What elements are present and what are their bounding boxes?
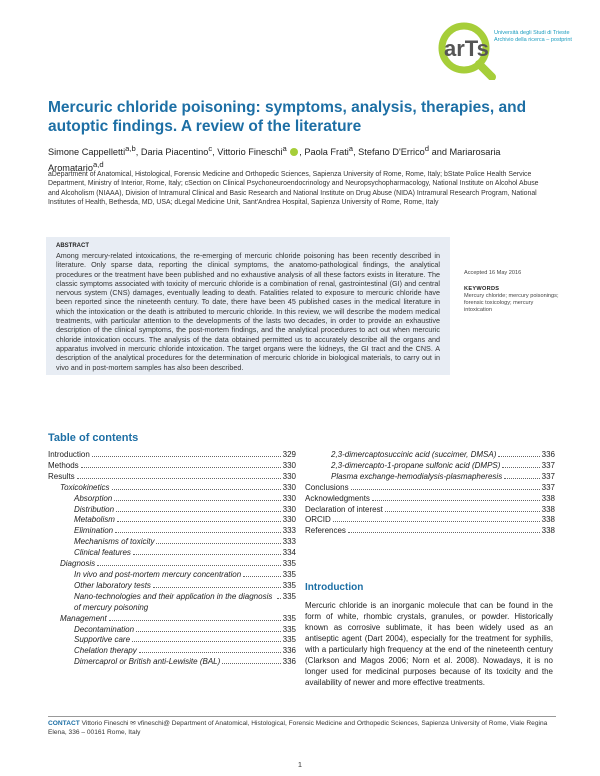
toc-entry[interactable]	[48, 646, 296, 657]
toc-left-column	[48, 450, 296, 668]
toc-leader-dots	[114, 500, 280, 501]
toc-leader-dots	[372, 500, 540, 501]
toc-entry[interactable]	[305, 505, 555, 516]
toc-leader-dots	[115, 532, 281, 533]
toc-entry[interactable]	[48, 657, 296, 668]
toc-leader-dots	[116, 511, 281, 512]
toc-entry-page: 330	[282, 482, 296, 492]
toc-title: Table of contents	[48, 432, 139, 444]
toc-entry-label: Results	[48, 471, 75, 481]
abstract-heading: ABSTRACT	[56, 243, 89, 249]
toc-leader-dots	[222, 663, 280, 664]
toc-entry[interactable]	[48, 581, 296, 592]
contact-label: CONTACT	[48, 720, 80, 727]
toc-entry-page: 335	[282, 580, 296, 590]
toc-leader-dots	[504, 478, 539, 479]
affiliations: aDepartment of Anatomical, Histological, Forensic Medicine and Orthopedic Sciences, Sapienza University of Rome, Rome, Italy; bState Police Health Service Department, Ministry of Interior, Rome, Italy; cSection on Clinical Psychoneuroendocrinology and Neuropsychopharmacology, National Institute on Alcohol Abuse and Alcoholism (NIAAA), Division of Intramural Clinical and Basic Research and National Institute on Drug Abuse (NIDA) Intramural Research Program, National Institutes of Health, Bethesda, MD, USA; dLegal Medicine Unit, Sant'Andrea Hospital, Sapienza University of Rome, Rome, Italy	[48, 171, 539, 207]
toc-entry-label: Acknowledgments	[305, 493, 370, 503]
toc-entry-label: Decontamination	[74, 624, 135, 634]
toc-entry-label: Clinical features	[74, 548, 131, 558]
page-number: 1	[297, 760, 303, 769]
toc-leader-dots	[498, 456, 539, 457]
toc-entry-page: 338	[541, 526, 555, 536]
toc-entry-page: 330	[282, 460, 296, 470]
toc-entry-label: 2,3-dimercapto-1-propane sulfonic acid (DMPS)	[331, 460, 501, 470]
toc-leader-dots	[333, 521, 540, 522]
author-2-affil: c	[208, 144, 213, 153]
toc-entry-page: 335	[282, 635, 296, 645]
toc-entry-page: 338	[541, 493, 555, 503]
toc-entry[interactable]	[305, 472, 555, 483]
toc-entry[interactable]	[48, 515, 296, 526]
toc-entry[interactable]	[48, 526, 296, 537]
toc-entry-page: 336	[282, 657, 296, 667]
toc-entry-label: Absorption	[74, 493, 113, 503]
footer-rule	[48, 716, 556, 717]
author-4-affil: a	[348, 144, 354, 153]
author-5-affil: d	[424, 144, 430, 153]
author-5: , Stefano D'Errico	[353, 147, 425, 158]
toc-entry[interactable]	[48, 559, 296, 570]
toc-leader-dots	[109, 620, 281, 621]
toc-entry-page: 336	[282, 646, 296, 656]
toc-entry-page: 330	[282, 471, 296, 481]
toc-entry-page: 330	[282, 493, 296, 503]
toc-entry[interactable]	[48, 494, 296, 505]
toc-entry-page: 329	[282, 450, 296, 459]
author-4: , Paola Frati	[299, 147, 349, 158]
logo-line-2: Archivio della ricerca – postprint	[494, 37, 572, 43]
toc-entry[interactable]	[48, 461, 296, 472]
author-1-affil: a,b	[125, 144, 136, 153]
toc-entry-label: Mechanisms of toxicity	[74, 537, 155, 547]
toc-entry-page: 335	[282, 591, 296, 601]
author-6-affil: a,d	[92, 159, 104, 169]
toc-leader-dots	[385, 511, 540, 512]
toc-entry[interactable]	[305, 526, 555, 537]
toc-entry-page: 338	[541, 515, 555, 525]
logo-line-1: Università degli Studi di Trieste	[494, 30, 570, 36]
toc-entry[interactable]	[48, 548, 296, 559]
toc-entry[interactable]	[48, 483, 296, 494]
introduction-heading: Introduction	[305, 582, 364, 593]
author-3-affil: a	[282, 144, 287, 153]
article-sidebar	[464, 270, 560, 314]
toc-entry-page: 338	[541, 504, 555, 514]
toc-entry-page: 335	[282, 624, 296, 634]
toc-entry[interactable]	[305, 461, 555, 472]
toc-entry[interactable]	[48, 505, 296, 516]
toc-entry-label: Distribution	[74, 504, 115, 514]
toc-entry-label: Plasma exchange-hemodialysis-plasmapheresis	[331, 471, 503, 481]
author-6: and Mariarosaria Aromatario	[48, 147, 501, 173]
abstract-box	[46, 237, 450, 375]
contact-text: Vittorio Fineschi ✉ vfineschi@ Department of Anatomical, Histological, Forensic Medicine and Orthopedic Sciences, Sapienza University of Rome, Viale Regina Elena, 336 – 00161 Rome, Italy	[48, 720, 548, 736]
toc-entry-label: Methods	[48, 460, 79, 470]
toc-entry-label: Toxicokinetics	[60, 482, 110, 492]
toc-entry-label: Conclusions	[305, 482, 349, 492]
toc-entry-label: Elimination	[74, 526, 114, 536]
toc-entry-label: Introduction	[48, 450, 90, 459]
toc-entry-page: 336	[541, 450, 555, 459]
toc-entry[interactable]	[305, 483, 555, 494]
logo-wordmark: arTs	[444, 36, 489, 61]
toc-entry-page: 337	[541, 471, 555, 481]
author-1: Simone Cappelletti	[48, 147, 126, 158]
toc-leader-dots	[351, 489, 540, 490]
toc-right-column	[305, 450, 555, 537]
toc-leader-dots	[502, 467, 539, 468]
toc-entry[interactable]	[305, 450, 555, 461]
paper-title: Mercuric chloride poisoning: symptoms, analysis, therapies, and autoptic findings. A review of the literature	[48, 99, 527, 135]
toc-entry[interactable]	[48, 592, 296, 614]
toc-entry-label: 2,3-dimercaptosuccinic acid (succimer, DMSA)	[331, 450, 497, 459]
toc-entry[interactable]	[48, 625, 296, 636]
toc-leader-dots	[112, 489, 281, 490]
toc-entry[interactable]	[305, 494, 555, 505]
toc-entry-page: 337	[541, 460, 555, 470]
toc-entry-page: 335	[282, 559, 296, 569]
toc-leader-dots	[132, 641, 281, 642]
toc-leader-dots	[92, 456, 281, 457]
toc-entry-label: References	[305, 526, 346, 536]
toc-entry[interactable]	[48, 635, 296, 646]
toc-entry-label: ORCID	[305, 515, 331, 525]
toc-leader-dots	[81, 467, 281, 468]
toc-entry[interactable]	[305, 515, 555, 526]
toc-leader-dots	[156, 543, 280, 544]
toc-entry-page: 330	[282, 515, 296, 525]
orcid-icon[interactable]	[290, 148, 298, 156]
toc-entry[interactable]	[48, 450, 296, 461]
logo-caption	[494, 30, 594, 44]
toc-leader-dots	[139, 652, 281, 653]
toc-leader-dots	[348, 532, 540, 533]
toc-entry-page: 335	[282, 613, 296, 623]
toc-entry-page: 337	[541, 482, 555, 492]
toc-leader-dots	[133, 554, 281, 555]
toc-entry-label: Metabolism	[74, 515, 115, 525]
toc-leader-dots	[117, 521, 281, 522]
toc-entry-label: Declaration of interest	[305, 504, 383, 514]
contact-footnote	[48, 719, 556, 737]
toc-entry-label: Nano-technologies and their application in the diagnosis of mercury poisoning	[74, 591, 273, 612]
toc-entry-label: In vivo and post-mortem mercury concentration	[74, 569, 242, 579]
toc-leader-dots	[153, 587, 281, 588]
toc-entry-label: Supportive care	[74, 635, 131, 645]
toc-entry[interactable]	[48, 537, 296, 548]
abstract-text: Among mercury-related intoxications, the re-emerging of mercuric chloride poisoning has been recently described in literature. Only sparse data, reporting the clinical symptoms, the anatomo-pathological findings, the analytical procedures or the treatment have been published and no exhaustive analysis of all these factors exists in literature. The classic symptoms associated with toxicity of mercuric chloride is a combination of renal, gastrointestinal (GI) and central nervous system (CNS) damages, eventually leading to death. Fatalities related to exposure to mercuric chloride have been reported since the nineteenth century. To date, there have been 45 published cases in the medical literature in which the intoxication or the death is attributed to mercuric chloride. In this review, we will describe the modern medical treatments, with particular attention to the developments of the lasts two decades, in order to provide an exhaustive description of the clinical symptoms, the post-mortem findings, and the analytical procedures to act out when mercuric chloride intoxication occurs. The analysis of the data obtained permitted us to accurately describe all the organs and apparatus involved in mercuric chloride intoxication. The target organs were the kidneys, the GI tract and the CNS. A description of the analytical procedures for the determination of mercuric chloride in biological materials, to carry out in vivo and in post-mortem samples has also been described.	[56, 251, 440, 372]
introduction-text: Mercuric chloride is an inorganic molecule that can be found in the form of white, rhombic crystals, granules, or powder. Historically known as corrosive sublimate, it has been widely used as an antiseptic agent (Dart 2004), especially for the treatment for syphilis, with a particularly high frequency at the end of the nineteenth century (Clarkson and Magos 2006; Norn et al. 2008). Nowadays, it is no longer used for medicinal purposes because of its toxicity and the availability of newer and more effective treatments.	[305, 601, 553, 687]
keywords-heading: KEYWORDS	[464, 286, 500, 292]
toc-entry-label: Other laboratory tests	[74, 580, 151, 590]
toc-entry-label: Diagnosis	[60, 559, 96, 569]
toc-leader-dots	[77, 478, 281, 479]
accepted-date: Accepted 16 May 2016	[464, 270, 522, 276]
toc-entry-label: Management	[60, 613, 107, 623]
author-2: , Daria Piacentino	[135, 147, 209, 158]
toc-entry-label: Dimercaprol or British anti-Lewisite (BAL)	[74, 657, 221, 667]
toc-entry[interactable]	[48, 614, 296, 625]
arts-logo	[432, 20, 582, 80]
toc-leader-dots	[277, 598, 281, 599]
toc-leader-dots	[97, 565, 281, 566]
toc-entry[interactable]	[48, 570, 296, 581]
toc-leader-dots	[243, 576, 280, 577]
toc-entry-page: 333	[282, 526, 296, 536]
toc-entry-page: 334	[282, 548, 296, 558]
toc-entry-page: 330	[282, 504, 296, 514]
keywords-list: Mercury chloride; mercury poisonings; forensic toxicology; mercury intoxication	[464, 293, 559, 313]
toc-leader-dots	[136, 631, 281, 632]
toc-entry-label: Chelation therapy	[74, 646, 137, 656]
toc-entry-page: 335	[282, 569, 296, 579]
toc-entry-page: 333	[282, 537, 296, 547]
toc-entry[interactable]	[48, 472, 296, 483]
author-3: , Vittorio Fineschi	[212, 147, 283, 158]
